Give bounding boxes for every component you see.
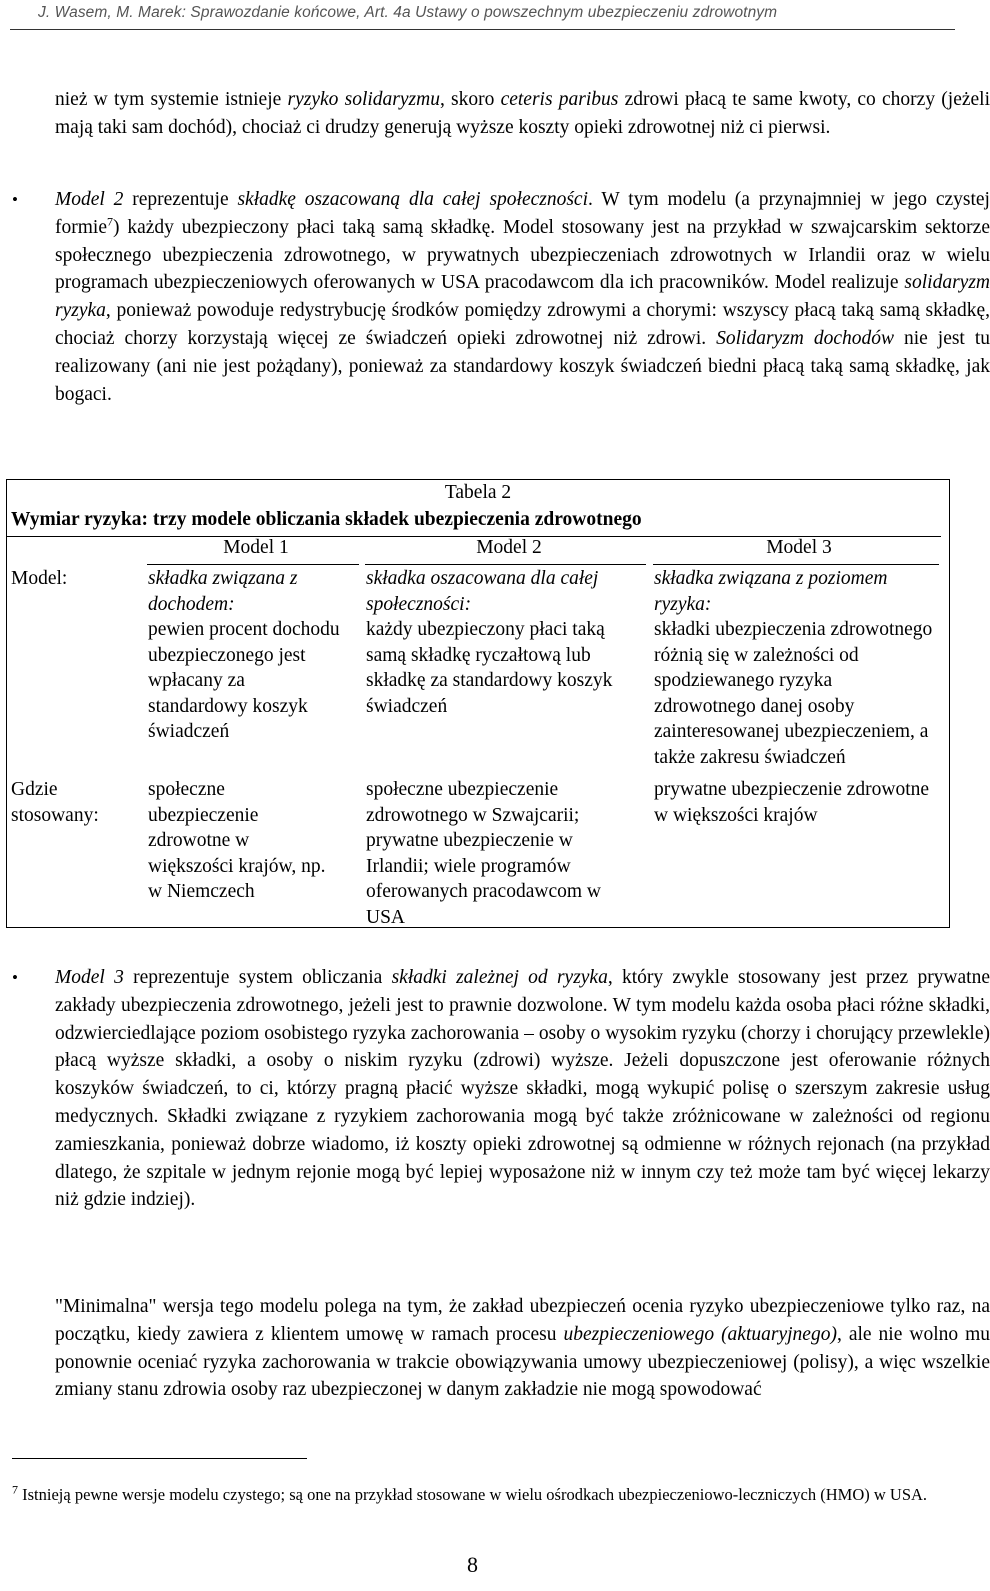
italic-term: Model 2 [55,189,124,210]
page-number: 8 [467,1552,478,1577]
text-run: . W tym modelu (a przynajmniej w jego czystej formie [55,189,990,238]
bullet-marker: • [12,968,18,987]
cell-text: każdy ubezpieczony płaci taką samą składkę ryczałtową lub składkę za standardowy koszyk świadczeń [366,619,613,717]
table-title: Wymiar ryzyka: trzy modele obliczania składek ubezpieczenia zdrowotnego [11,509,642,530]
header-rule [10,29,955,30]
footnote [12,1483,947,1507]
italic-term: ryzyko solidaryzmu [287,89,440,110]
italic-term: składki zależnej od ryzyka [391,967,608,988]
text-run: nież w tym systemie istnieje [55,89,288,110]
row-label-where-used: Gdzie stosowany: [11,779,99,826]
cell-italic-heading: składka związana z poziomem ryzyka: [654,568,888,615]
column-header-model-2: Model 2 [476,537,542,558]
cell-italic-heading: składka związana z dochodem: [148,568,298,615]
text-run: "Minimalna" wersja tego modelu polega na tym, że zakład ubezpieczeń ocenia ryzyko ubezpieczeniowe tylko raz, na początku, kiedy zawiera z klientem umowę w ramach procesu [55,1296,990,1345]
italic-term: ceteris paribus [500,89,619,110]
cell-italic-heading: składka oszacowana dla całej społeczności: [366,568,599,615]
table-cell [366,777,636,930]
header-rule-3 [653,564,939,565]
column-header-model-3: Model 3 [766,537,832,558]
header-rule-1 [147,564,359,565]
italic-term: Solidaryzm dochodów [716,327,895,349]
text-run: reprezentuje system obliczania [123,967,392,988]
text-run: ) każdy ubezpieczony płaci taką samą składkę. Model stosowany jest na przykład w szwajcarskim sektorze społecznego ubezpieczenia zdrowotnego, w prywatnych ubezpieczeniach zdrowotnych w Irlandii oraz w wielu programach ubezpieczeniowych oferowanych w USA pracodawcom dla ich pracowników. Model realizuje [55,216,990,294]
cell-text: prywatne ubezpieczenie zdrowotne w większości krajów [654,779,930,826]
text-run: nie jest tu realizowany (ani nie jest pożądany), ponieważ za standardowy koszyk świadczeń biedni płacą taką samą składkę, jak bogaci. [55,327,990,405]
footnote-text: Istnieją pewne wersje modelu czystego; są one na przykład stosowane w wielu ośrodkach ubezpieczeniowo-leczniczych (HMO) w USA. [18,1485,928,1504]
running-header: J. Wasem, M. Marek: Sprawozdanie końcowe, Art. 4a Ustawy o powszechnym ubezpieczeniu zdrowotnym [38,4,778,21]
footnote-reference: 7 [106,214,113,229]
paragraph-model-3 [12,964,990,1214]
footnote-number: 7 [12,1482,18,1497]
header-rule-2 [365,564,646,565]
cell-text: społeczne ubezpieczenie zdrowotnego w Szwajcarii; prywatne ubezpieczenie w Irlandii; wiele programów oferowanych pracodawcom w USA [366,779,601,928]
italic-term: Model 3 [55,967,124,988]
italic-term: ubezpieczeniowego (aktuaryjnego) [563,1323,837,1345]
paragraph-minimal-version [12,1293,990,1404]
table-2 [6,479,950,928]
bullet-marker: • [12,190,18,209]
row-label-model: Model: [11,568,68,589]
table-cell [654,566,938,770]
cell-text: pewien procent dochodu ubezpieczonego jest wpłacany za standardowy koszyk świadczeń [148,619,340,742]
text-run: reprezentuje [123,189,238,210]
text-run: , ponieważ powoduje redystrybucję środków pomiędzy zdrowymi a chorymi: wszyscy płacą taką samą składkę, chociaż chorzy korzystają więcej ze świadczeń opieki zdrowotnej niż zdrowi. [55,300,990,349]
text-run: , skoro [439,89,501,110]
cell-text: składki ubezpieczenia zdrowotnego różnią się w zależności od spodziewanego ryzyka zdrowotnego danej osoby zainteresowanej ubezpieczeniem, a także zakresu świadczeń [654,619,933,768]
italic-term: solidaryzm ryzyka [55,272,990,322]
paragraph-intro [12,86,990,142]
paragraph-model-2 [12,186,990,408]
text-run: zdrowi płacą te same kwoty, co chorzy (jeżeli mają taki sam dochód), chociaż ci drudzy generują wyższe koszty opieki zdrowotnej niż ci pierwsi. [55,89,990,138]
cell-text: społeczne ubezpieczenie zdrowotne w większości krajów, np. w Niemczech [148,779,326,902]
footnote-rule [12,1458,307,1459]
table-cell [654,777,934,828]
text-run: , który zwykle stosowany jest przez prywatne zakłady ubezpieczenia zdrowotnego, jeżeli jest to prawnie dozwolone. W tym modelu każda osoba płaci różne składki, odzwierciedlające poziom osobistego ryzyka zachorowania – osoby o wysokim ryzyku (chorzy i chorujący przewlekle) płacą wyższe składki, a osoby o niskim ryzyku (zdrowi) wyższe. Jeżeli dopuszczone jest oferowanie różnych koszyków świadczeń, to ci, którzy pragną płacić wyższe składki, mogą wykupić polisę o szerszym zakresie usług medycznych. Składki związane z ryzykiem zachorowania mogą być także zróżnicowane w zależności od regionu zamieszkania, ponieważ dobrze wiadomo, iż koszty opieki zdrowotnej są odmienne w różnych rejonach (na przykład dlatego, że szpitale w jednym rejonie mogą być lepiej wyposażone niż w innym czy też może tam być więcej lekarzy niż gdzie indziej). [55,967,990,1211]
table-cell [148,566,348,745]
table-cell [366,566,646,719]
column-header-model-1: Model 1 [223,537,289,558]
italic-term: składkę oszacowaną dla całej społeczności [237,189,589,210]
table-caption: Tabela 2 [444,482,512,503]
text-run: , ale nie wolno mu ponownie oceniać ryzyka zachorowania w trakcie obowiązywania umowy ubezpieczeniowej (polisy), a więc wszelkie zmiany stanu zdrowia osoby raz ubezpieczonej w danym zakładzie nie mogą spowodować [55,1323,990,1401]
table-cell [148,777,338,905]
